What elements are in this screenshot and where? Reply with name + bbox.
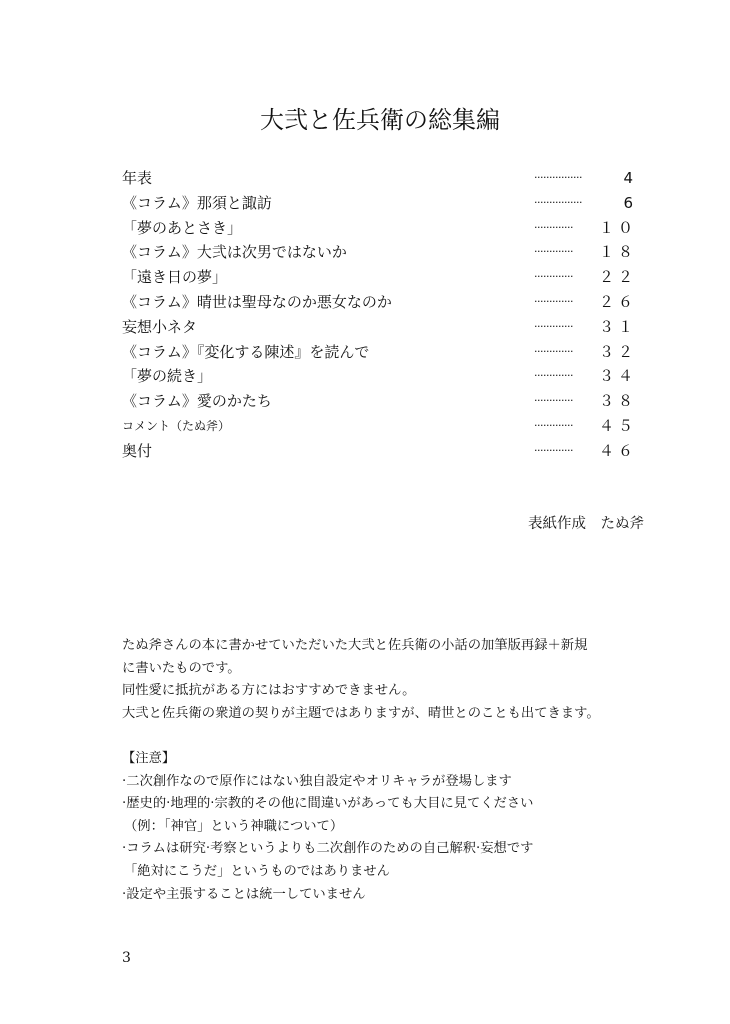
toc-leader-dots: ············· (534, 245, 573, 259)
toc-entry-title: 《コラム》那須と諏訪 (122, 193, 272, 212)
toc-page-number: １０ (598, 218, 637, 237)
toc-entry (122, 364, 637, 389)
note-line: ·二次創作なので原作にはない独自設定やオリキャラが登場します (122, 773, 512, 789)
toc-leader-dots: ············· (534, 394, 573, 408)
page-number: 3 (122, 950, 131, 966)
toc-page-number: ３４ (598, 367, 637, 386)
cover-credit: 表紙作成 たぬ斧 (528, 516, 644, 532)
toc-leader-dots: ············· (534, 369, 573, 383)
page-title: 大弐と佐兵衛の総集編 (260, 106, 500, 134)
toc-page-number: ３１ (598, 317, 637, 336)
toc-page-number: ４５ (598, 416, 637, 435)
toc-entry-title: 「遠き日の夢」 (122, 268, 228, 287)
note-line: ·コラムは研究·考察というよりも二次創作のための自己解釈·妄想です (122, 841, 534, 857)
toc-leader-dots: ················ (534, 195, 582, 209)
toc-entry (122, 290, 637, 315)
toc-entry (122, 340, 637, 365)
notes-heading: 【注意】 (122, 750, 176, 766)
intro-line: 同性愛に抵抗がある方にはおすすめできません。 (122, 683, 416, 699)
toc-page-number: ３２ (598, 342, 637, 361)
toc-entry-title: 「夢のあとさき」 (122, 218, 243, 237)
toc-entry-title: コメント（たぬ斧） (122, 418, 231, 433)
table-of-contents (122, 166, 637, 464)
toc-page-number: 6 (623, 193, 637, 212)
toc-entry (122, 240, 637, 265)
intro-line: に書いたものです。 (122, 660, 241, 676)
toc-entry (122, 439, 637, 464)
toc-entry-title: 《コラム》大弐は次男ではないか (122, 243, 347, 262)
toc-entry-title: 「夢の続き」 (122, 367, 213, 386)
toc-leader-dots: ············· (534, 270, 573, 284)
note-line: 「絶対にこうだ」というものではありません (124, 863, 390, 879)
toc-leader-dots: ············· (534, 319, 573, 333)
toc-entry (122, 414, 637, 439)
toc-leader-dots: ············· (534, 344, 573, 358)
toc-page-number: ２２ (598, 268, 637, 287)
foreword (122, 635, 662, 906)
toc-entry-title: 年表 (122, 169, 153, 187)
toc-leader-dots: ············· (534, 418, 573, 432)
toc-leader-dots: ················ (534, 171, 582, 184)
toc-entry (122, 166, 637, 191)
toc-page-number: １８ (598, 243, 637, 262)
toc-entry-title: 妄想小ネタ (122, 317, 198, 336)
intro-line: たぬ斧さんの本に書かせていただいた大弐と佐兵衛の小話の加筆版再録＋新規 (122, 638, 588, 653)
toc-entry (122, 265, 637, 290)
toc-entry (122, 315, 637, 340)
toc-page-number: ３８ (598, 392, 637, 411)
note-line: ·歴史的·地理的·宗教的その他に間違いがあっても大目に見てください (122, 796, 534, 812)
toc-entry (122, 389, 637, 414)
toc-leader-dots: ············· (534, 443, 573, 457)
toc-entry-title: 《コラム》『変化する陳述』を読んで (122, 342, 370, 361)
toc-entry-title: 《コラム》愛のかたち (122, 392, 272, 411)
toc-page-number: ４６ (598, 441, 637, 460)
toc-entry (122, 191, 637, 216)
intro-line: 大弐と佐兵衛の衆道の契りが主題ではありますが、晴世とのことも出てきます。 (122, 705, 600, 721)
toc-leader-dots: ············· (534, 294, 573, 308)
note-line: ·設定や主張することは統一していません (122, 886, 366, 902)
note-line: （例：「神官」という神職について） (124, 818, 344, 834)
toc-page-number: 4 (623, 169, 637, 187)
toc-entry-title: 《コラム》晴世は聖母なのか悪女なのか (122, 292, 392, 311)
toc-entry-title: 奥付 (122, 441, 153, 460)
toc-leader-dots: ············· (534, 220, 573, 234)
toc-entry (122, 216, 637, 241)
toc-page-number: ２６ (598, 292, 637, 311)
